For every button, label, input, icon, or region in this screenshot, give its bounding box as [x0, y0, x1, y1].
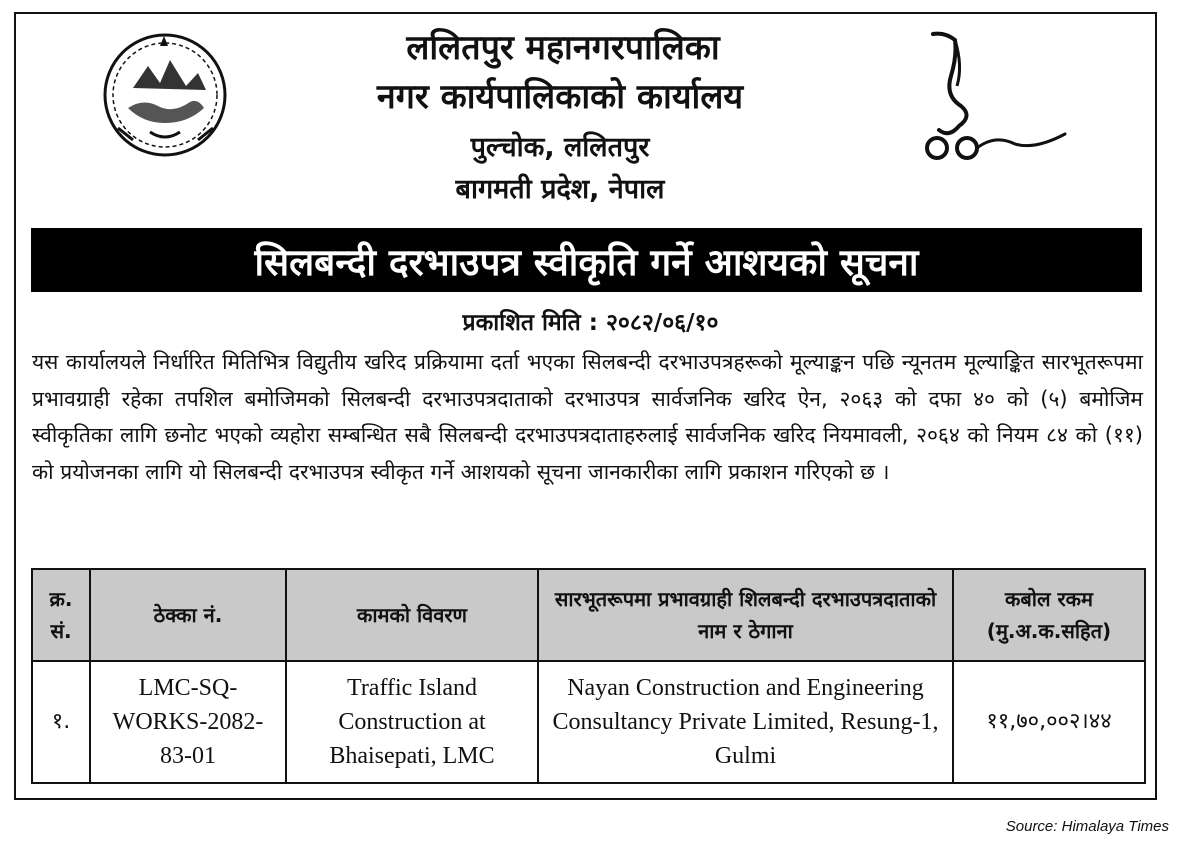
row-bidder-name-address: Nayan Construction and Engineering Consultancy Private Limited, Resung-1, Gulmi: [538, 661, 953, 783]
published-date: प्रकाशित मिति : २०८२/०६/१०: [462, 310, 719, 336]
office-province: बागमती प्रदेश, नेपाल: [455, 174, 665, 205]
table-header-row: [32, 569, 1145, 661]
handwritten-signature-icon: [915, 26, 1085, 166]
contract-table: [31, 568, 1146, 784]
row-contract-number: LMC-SQ-WORKS-2082-83-01: [90, 661, 286, 783]
nepal-coat-of-arms-icon: [98, 28, 233, 163]
office-name: नगर कार्यपालिकाको कार्यालय: [376, 77, 744, 117]
row-work-description: Traffic Island Construction at Bhaisepati, LMC: [286, 661, 538, 783]
header-serial-number: क्र. सं.: [32, 569, 90, 661]
row-bid-amount: ११,७०,००२।४४: [953, 661, 1145, 783]
notice-title: सिलबन्दी दरभाउपत्र स्वीकृति गर्ने आशयको सूचना: [254, 240, 919, 284]
row-serial-number: १.: [32, 661, 90, 783]
notice-body: यस कार्यालयले निर्धारित मितिभित्र विद्युतीय खरिद प्रक्रियामा दर्ता भएका सिलबन्दी दरभाउपत्रहरूको मूल्याङ्कन पछि न्यूनतम मूल्याङ्कित सारभूतरूपमा प्रभावग्राही रहेका तपशिल बमोजिमको सिलबन्दी दरभाउपत्रदाताको दरभाउपत्र सार्वजनिक खरिद ऐन, २०६३ को दफा ४० को (५) बमोजिम स्वीकृतिका लागि छनोट भएको व्यहोरा सम्बन्धित सबै सिलबन्दी दरभाउपत्रदाताहरुलाई सार्वजनिक खरिद नियमावली, २०६४ को नियम ८४ को (११) को प्रयोजनका लागि यो सिलबन्दी दरभाउपत्र स्वीकृत गर्ने आशयको सूचना जानकारीका लागि प्रकाशन गरिएको छ ।: [32, 350, 1143, 484]
notice-title-banner: [31, 228, 1142, 292]
header-contract-number: ठेक्का नं.: [90, 569, 286, 661]
municipality-name: ललितपुर महानगरपालिका: [406, 28, 720, 68]
header-bid-amount: कबोल रकम (मु.अ.क.सहित): [953, 569, 1145, 661]
office-location: पुल्चोक, ललितपुर: [470, 132, 650, 163]
table-row: [32, 661, 1145, 783]
header-bidder-name-address: सारभूतरूपमा प्रभावग्राही शिलबन्दी दरभाउपत्रदाताको नाम र ठेगाना: [538, 569, 953, 661]
office-header: [240, 26, 880, 210]
header-work-description: कामको विवरण: [286, 569, 538, 661]
source-credit: Source: Himalaya Times: [1005, 818, 1169, 835]
